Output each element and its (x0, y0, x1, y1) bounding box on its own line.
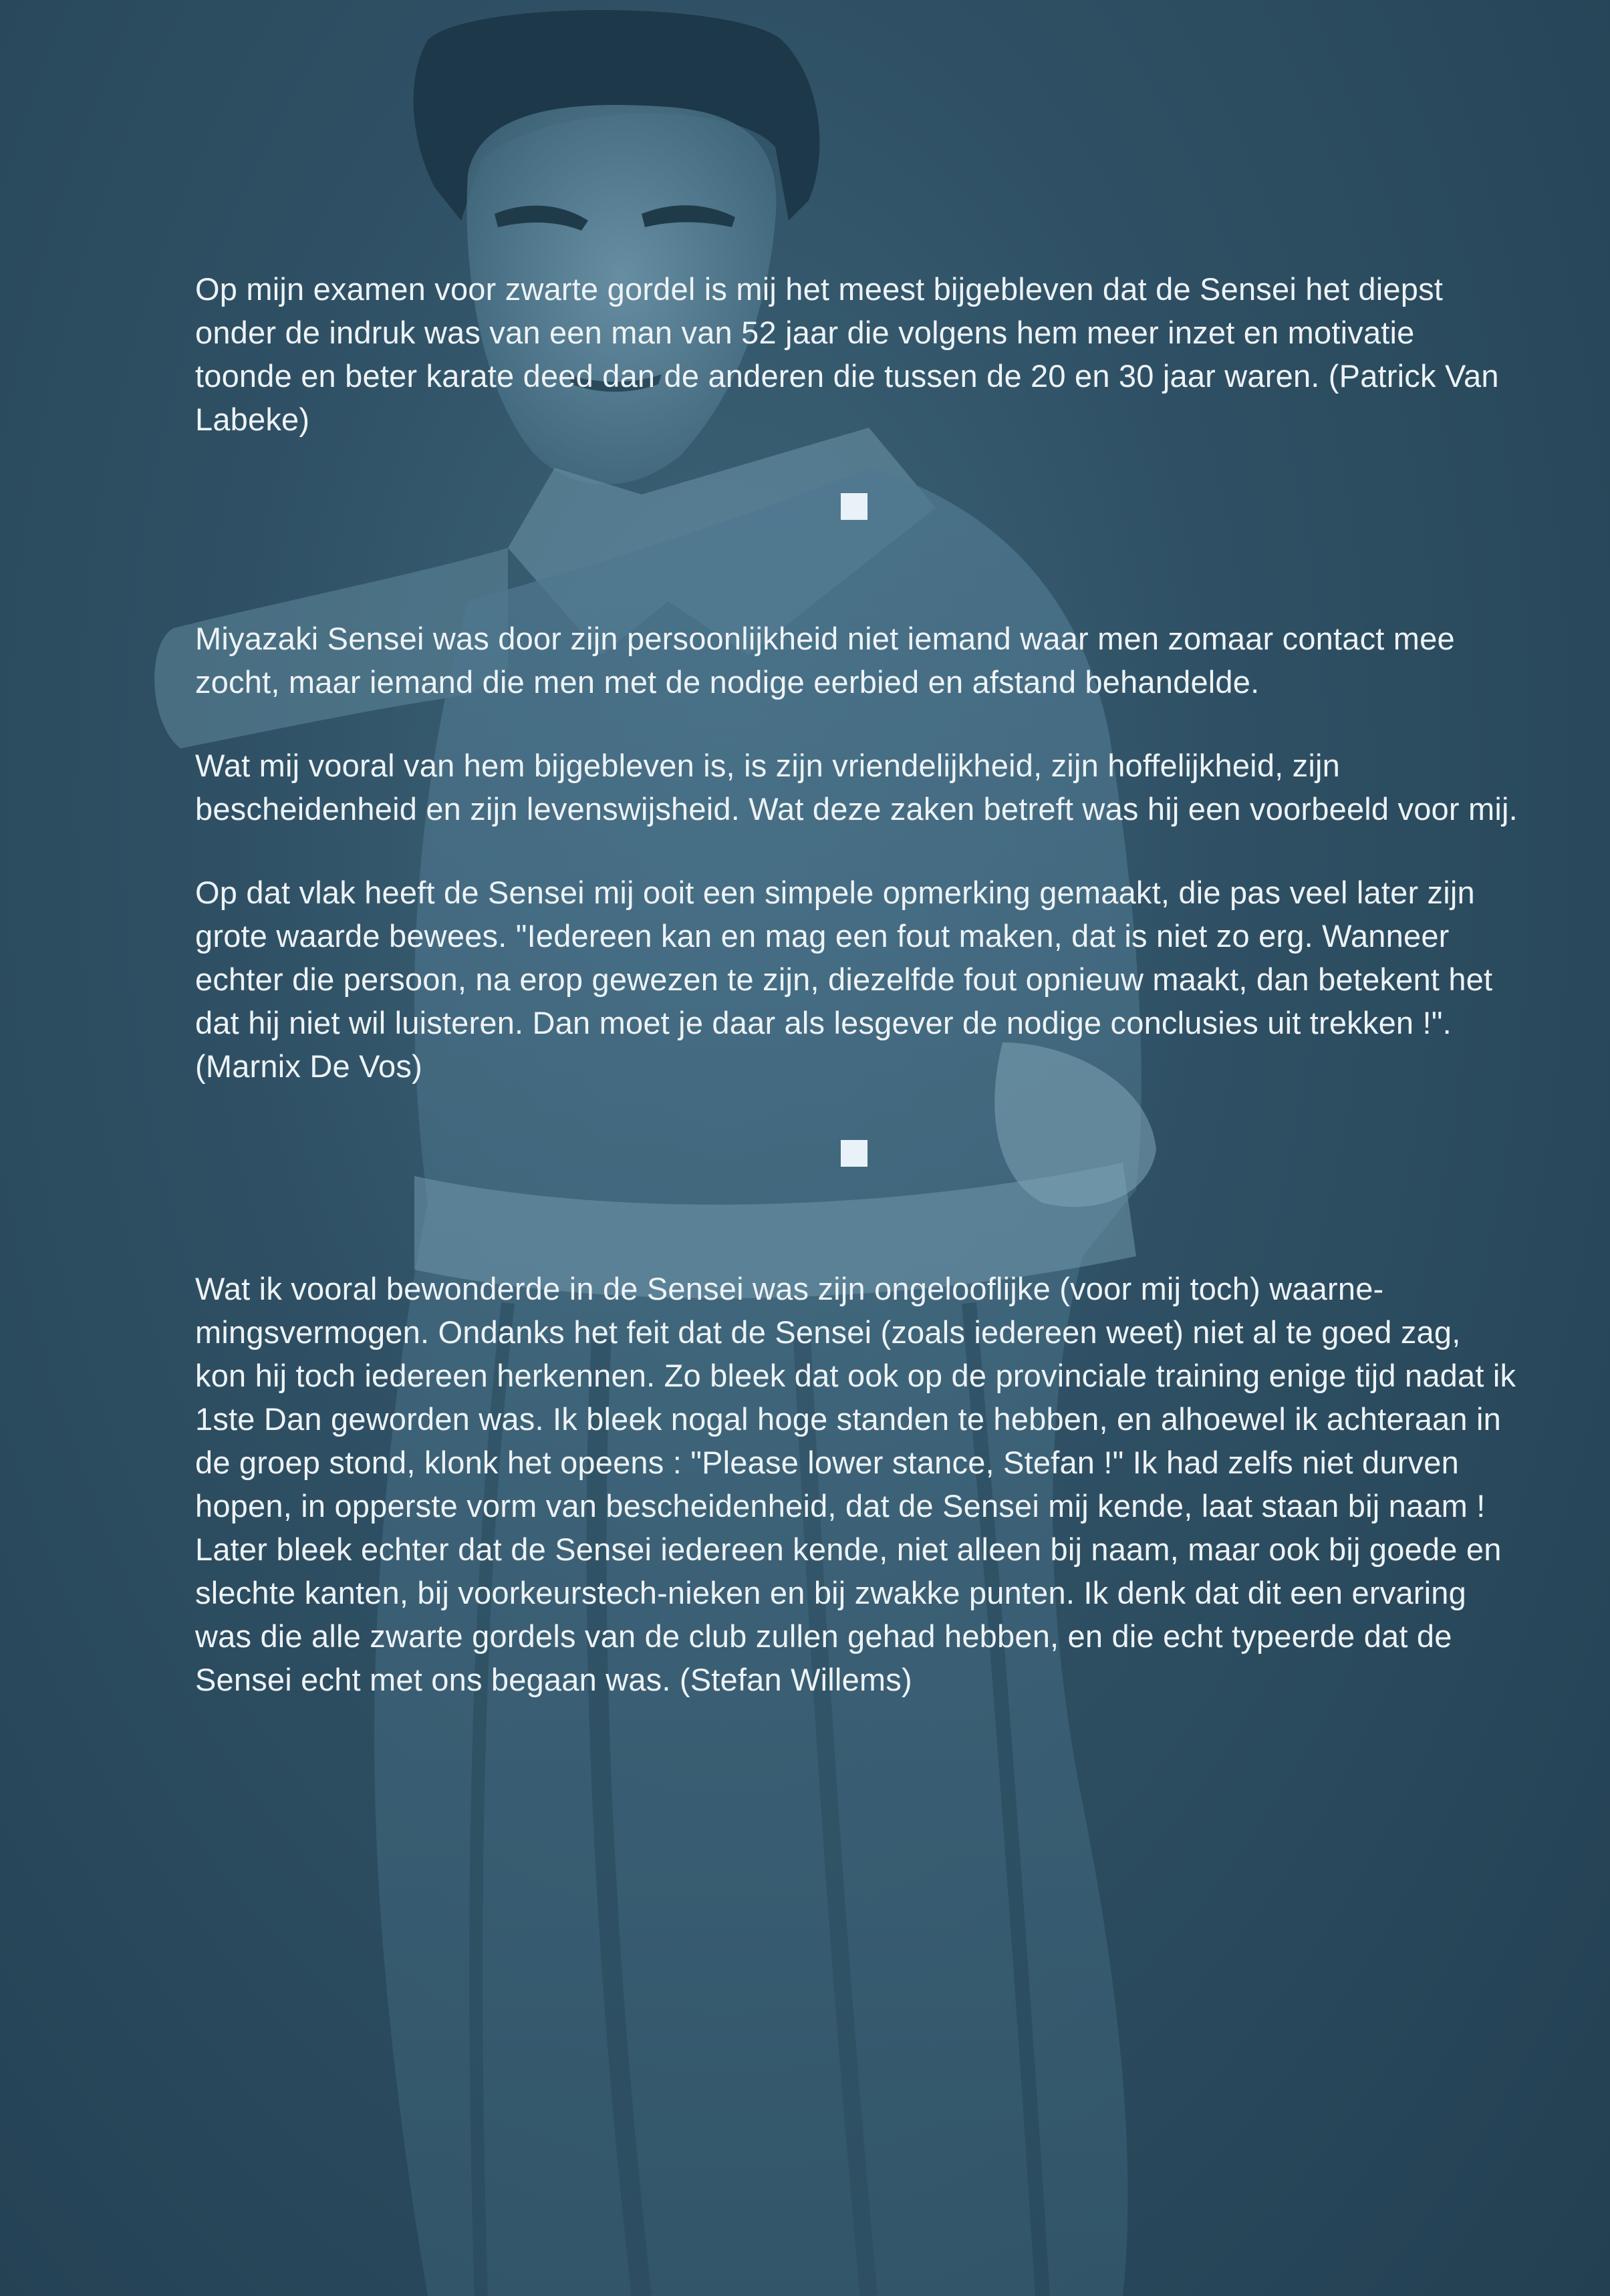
testimonial-willems: Wat ik vooral bewonderde in de Sensei was zijn ongelooflijke (voor mij toch) waarne-mingsvermogen. Ondanks het feit dat de Sensei (zoals iedereen weet) niet al te goed zag, kon hij toch iedereen herkennen. Zo bleek dat ook op de provinciale training enige tijd nadat ik 1ste Dan geworden was. Ik bleek nogal hoge standen te hebben, en alhoewel ik achteraan in de groep stond, klonk het opeens : "Please lower stance, Stefan !" Ik had zelfs niet durven hopen, in opperste vorm van bescheidenheid, dat de Sensei mij kende, laat staan bij naam ! Later bleek echter dat de Sensei iedereen kende, niet alleen bij naam, maar ook bij goede en slechte kanten, bij voorkeurstech-nieken en bij zwakke punten. Ik denk dat dit een ervaring was die alle zwarte gordels van de club zullen gehad hebben, en die echt typeerde dat de Sensei echt met ons begaan was. (Stefan Willems) (195, 1271, 1516, 1697)
testimonial-de-vos-paragraph-1: Miyazaki Sensei was door zijn persoonlijkheid niet iemand waar men zomaar contact mee zocht, maar iemand die men met de nodige eerbied en afstand behandelde. (195, 621, 1455, 700)
section-separator-square (841, 1140, 867, 1167)
testimonial-de-vos-paragraph-2: Wat mij vooral van hem bijgebleven is, is zijn vriendelijkheid, zijn hoffelijkheid, zijn bescheidenheid en zijn levenswijsheid. Wat deze zaken betreft was hij een voorbeeld voor mij. (195, 748, 1518, 827)
testimonial-van-labeke: Op mijn examen voor zwarte gordel is mij het meest bijgebleven dat de Sensei het diepst onder de indruk was van een man van 52 jaar die volgens hem meer inzet en motivatie toonde en beter karate deed dan de anderen die tussen de 20 en 30 jaar waren. (Patrick Van Labeke) (195, 271, 1499, 437)
testimonial-de-vos-paragraph-3: Op dat vlak heeft de Sensei mij ooit een simpele opmerking gemaakt, die pas veel later zijn grote waarde bewees. "Iedereen kan en mag een fout maken, dat is niet zo erg. Wanneer echter die persoon, na erop gewezen te zijn, diezelfde fout opnieuw maakt, dan betekent het dat hij niet wil luisteren. Dan moet je daar als lesgever de nodige conclusies uit trekken !". (Marnix De Vos) (195, 875, 1493, 1084)
testimonials-text (195, 267, 1518, 1701)
section-separator-square (841, 493, 867, 520)
